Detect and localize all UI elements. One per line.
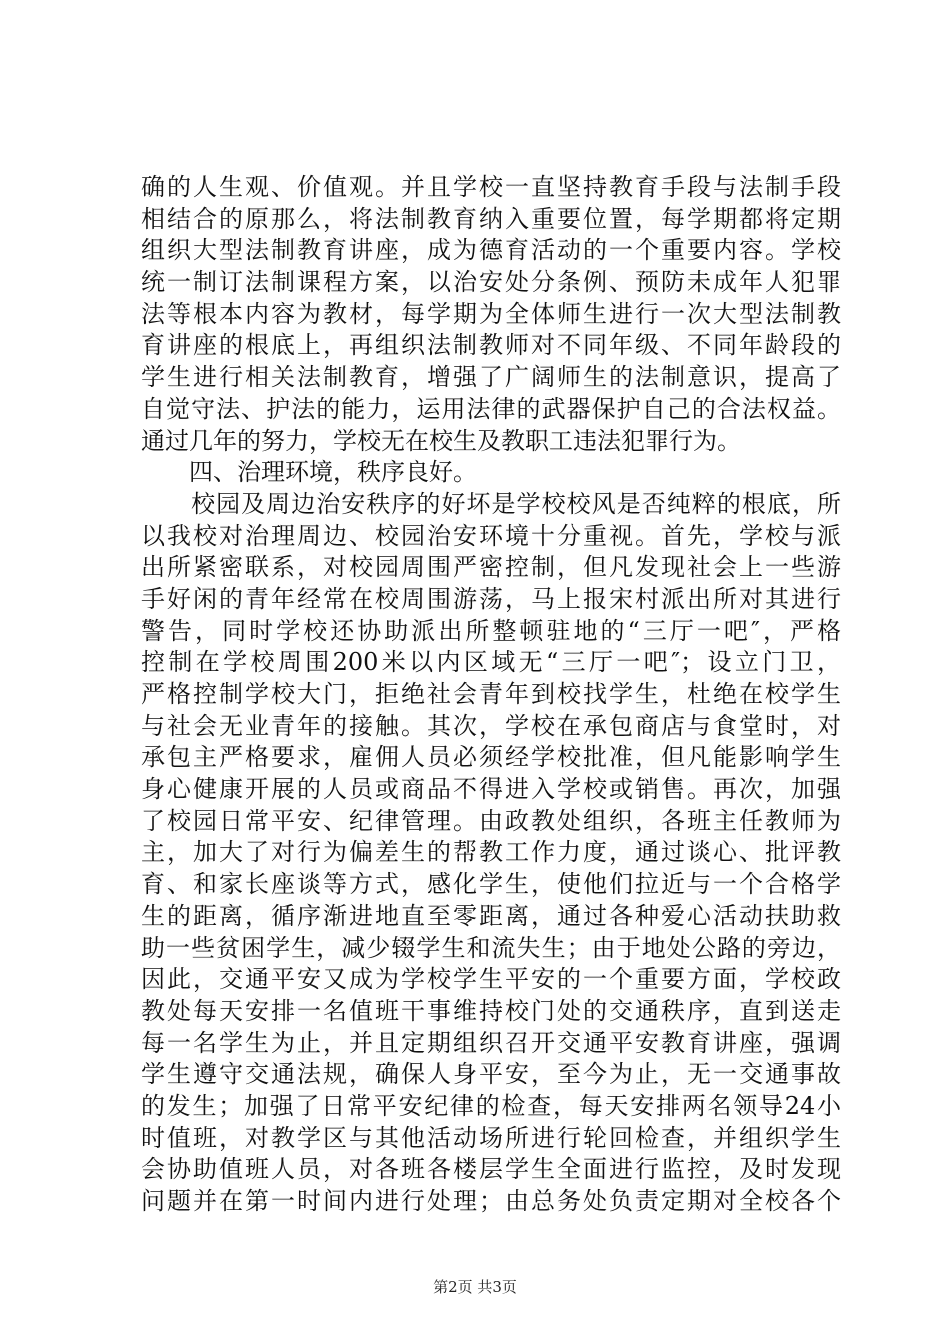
text-line: 通过几年的努力，学校无在校生及教职工违法犯罪行为。	[141, 426, 741, 455]
text-line: 时值班，对教学区与其他活动场所进行轮回检查，并组织学生	[141, 1123, 841, 1152]
text-line: 与社会无业青年的接触。其次，学校在承包商店与食堂时，对	[141, 711, 841, 740]
text-line: 校园及周边治安秩序的好坏是学校校风是否纯粹的根底，所	[141, 489, 841, 518]
text-line: 因此，交通平安又成为学校学生平安的一个重要方面，学校政	[141, 965, 841, 994]
text-line: 助一些贫困学生，减少辍学生和流失生；由于地处公路的旁边，	[141, 933, 841, 962]
text-line: 育、和家长座谈等方式，感化学生，使他们拉近与一个合格学	[141, 870, 841, 899]
text-line: 以我校对治理周边、校园治安环境十分重视。首先，学校与派	[141, 521, 841, 550]
text-line: 组织大型法制教育讲座，成为德育活动的一个重要内容。学校	[141, 236, 841, 265]
text-line: 每一名学生为止，并且定期组织召开交通平安教育讲座，强调	[141, 1028, 841, 1057]
page-footer: 第2页 共3页	[433, 1278, 517, 1296]
text-line: 统一制订法制课程方案，以治安处分条例、预防未成年人犯罪	[141, 268, 841, 297]
text-line: 确的人生观、价值观。并且学校一直坚持教育手段与法制手段	[141, 173, 841, 201]
text-line: 教处每天安排一名值班干事维持校门处的交通秩序，直到送走	[141, 996, 841, 1025]
text-line: 的发生；加强了日常平安纪律的检查，每天安排两名领导24小	[141, 1091, 841, 1120]
text-line: 了校园日常平安、纪律管理。由政教处组织，各班主任教师为	[141, 806, 841, 835]
text-line: 严格控制学校大门，拒绝社会青年到校找学生，杜绝在校学生	[141, 680, 841, 708]
text-line: 手好闲的青年经常在校周围游荡，马上报宋村派出所对其进行	[141, 584, 841, 613]
text-line: 四、治理环境，秩序良好。	[141, 458, 477, 487]
text-line: 出所紧密联系，对校园周围严密控制，但凡发现社会上一些游	[141, 553, 841, 582]
text-line: 身心健康开展的人员或商品不得进入学校或销售。再次，加强	[141, 775, 841, 804]
text-line: 生的距离，循序渐进地直至零距离，通过各种爱心活动扶助救	[141, 901, 841, 930]
text-line: 学生进行相关法制教育，增强了广阔师生的法制意识，提高了	[141, 363, 841, 392]
text-line: 承包主严格要求，雇佣人员必须经学校批准，但凡能影响学生	[141, 743, 841, 772]
text-line: 学生遵守交通法规，确保人身平安，至今为止，无一交通事故	[141, 1060, 841, 1089]
text-line: 问题并在第一时间内进行处理；由总务处负责定期对全校各个	[141, 1187, 841, 1215]
text-line: 相结合的原那么，将法制教育纳入重要位置，每学期都将定期	[141, 204, 841, 233]
text-line: 自觉守法、护法的能力，运用法律的武器保护自己的合法权益。	[141, 394, 841, 423]
text-line: 会协助值班人员，对各班各楼层学生全面进行监控，及时发现	[141, 1155, 841, 1184]
text-line: 法等根本内容为教材，每学期为全体师生进行一次大型法制教	[141, 299, 841, 328]
text-line: 控制在学校周围200米以内区域无“三厅一吧″；设立门卫，	[141, 648, 841, 677]
body-text	[141, 172, 841, 1218]
text-line: 主，加大了对行为偏差生的帮教工作力度，通过谈心、批评教	[141, 838, 841, 867]
text-line: 警告，同时学校还协助派出所整顿驻地的“三厅一吧″，严格	[141, 616, 841, 645]
text-line: 育讲座的根底上，再组织法制教师对不同年级、不同年龄段的	[141, 331, 841, 360]
